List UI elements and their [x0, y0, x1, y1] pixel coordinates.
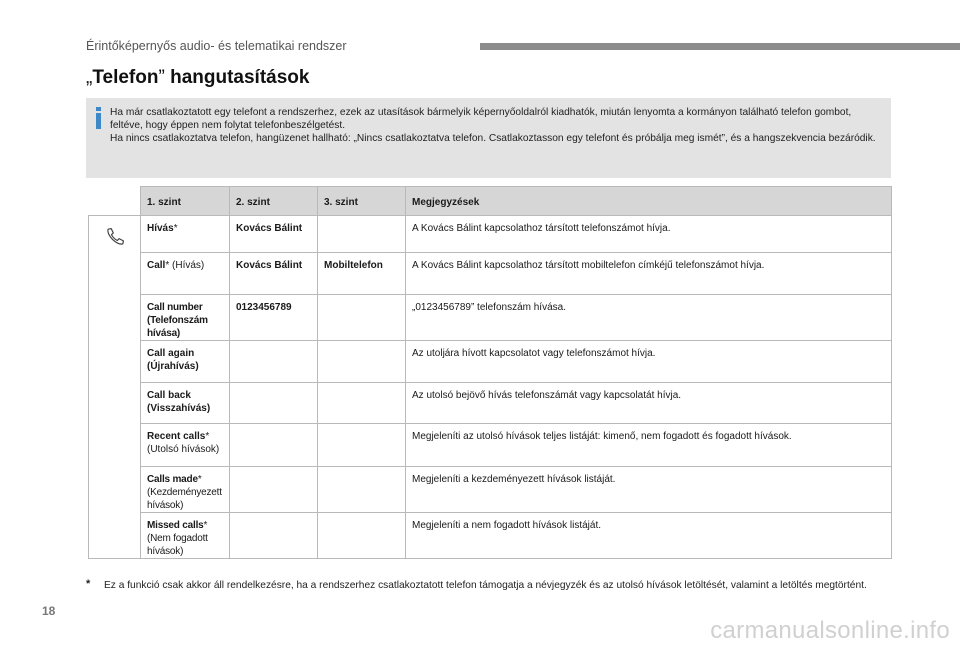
row-5-note: Az utolsó bejövő hívás telefonszámát vagy kapcsolatát hívja. — [406, 383, 892, 424]
table-row — [89, 467, 892, 513]
table-row — [89, 295, 892, 341]
page-number: 18 — [42, 604, 56, 618]
table-row — [89, 513, 892, 559]
voice-commands-table — [88, 186, 892, 559]
footnote-text: Ez a funkció csak akkor áll rendelkezésre, ha a rendszerhez csatlakoztatott telefon támogatja a névjegyzék és az utolsó hívások letöltését, valamint a letöltés megtörtént. — [104, 580, 867, 591]
row-3-level-1: Call number (Telefonszám hívása) — [141, 295, 230, 341]
row-7-level-2 — [230, 467, 318, 513]
row-2-level-2: Kovács Bálint — [230, 253, 318, 295]
row-2-note: A Kovács Bálint kapcsolathoz társított mobiltelefon címkéjű telefonszámot hívja. — [406, 253, 892, 295]
phone-icon — [104, 226, 126, 248]
row-4-level-3 — [318, 341, 406, 383]
row-1-level-1: Hívás* — [141, 216, 230, 253]
row-8-level-3 — [318, 513, 406, 559]
row-4-level-1: Call again (Újrahívás) — [141, 341, 230, 383]
row-6-level-1: Recent calls* (Utolsó hívások) — [141, 424, 230, 467]
table-row — [89, 253, 892, 295]
row-8-note: Megjeleníti a nem fogadott hívások listáját. — [406, 513, 892, 559]
row-3-level-2: 0123456789 — [230, 295, 318, 341]
row-1-level-3 — [318, 216, 406, 253]
info-icon — [96, 107, 101, 129]
row-1-level-2: Kovács Bálint — [230, 216, 318, 253]
table-row — [89, 341, 892, 383]
row-4-level-2 — [230, 341, 318, 383]
close-quote: ” — [158, 67, 165, 88]
info-paragraph-1: Ha már csatlakoztatott egy telefont a rendszerhez, ezek az utasítások bármelyik képernyőoldalról kiadhatók, miután lenyomta a kormányon található telefon gombot, feltéve, hogy éppen nem folytat telefonbeszélgetést. — [110, 107, 852, 132]
table-header-row — [89, 187, 892, 216]
header-bar — [480, 43, 960, 50]
info-box — [86, 98, 891, 178]
header-level-3: 3. szint — [318, 187, 406, 216]
row-1-note: A Kovács Bálint kapcsolathoz társított telefonszámot hívja. — [406, 216, 892, 253]
phone-icon-cell — [89, 216, 141, 559]
row-7-level-3 — [318, 467, 406, 513]
row-8-level-2 — [230, 513, 318, 559]
row-4-note: Az utoljára hívott kapcsolatot vagy telefonszámot hívja. — [406, 341, 892, 383]
section-title-main: Telefon — [92, 67, 159, 88]
row-3-level-3 — [318, 295, 406, 341]
section-title — [86, 67, 309, 89]
footnote — [86, 579, 876, 593]
info-paragraph-2: Ha nincs csatlakoztatva telefon, hangüzenet hallható: „Nincs csatlakoztatva telefon. Csatlakoztasson egy telefont és próbálja meg ismét”, és a hangszekvencia bezáródik. — [110, 133, 876, 145]
row-3-note: „0123456789” telefonszám hívása. — [406, 295, 892, 341]
table-row — [89, 383, 892, 424]
header-level-2: 2. szint — [230, 187, 318, 216]
row-5-level-2 — [230, 383, 318, 424]
footnote-star: * — [86, 578, 91, 590]
row-2-level-3: Mobiltelefon — [318, 253, 406, 295]
row-5-level-3 — [318, 383, 406, 424]
header-notes: Megjegyzések — [406, 187, 892, 216]
row-6-level-3 — [318, 424, 406, 467]
row-6-level-2 — [230, 424, 318, 467]
section-title-rest: hangutasítások — [164, 67, 310, 88]
row-7-note: Megjeleníti a kezdeményezett hívások listáját. — [406, 467, 892, 513]
header-level-1: 1. szint — [141, 187, 230, 216]
row-7-level-1: Calls made* (Kezdeményezett hívások) — [141, 467, 230, 513]
open-quote: „ — [86, 67, 93, 88]
row-6-note: Megjeleníti az utolsó hívások teljes listáját: kimenő, nem fogadott és fogadott hívások. — [406, 424, 892, 467]
document-header-title: Érintőképernyős audio- és telematikai rendszer — [86, 39, 347, 53]
row-8-level-1: Missed calls* (Nem fogadott hívások) — [141, 513, 230, 559]
table-row — [89, 216, 892, 253]
info-text — [110, 106, 880, 146]
watermark: carmanualsonline.info — [710, 617, 950, 644]
table-row — [89, 424, 892, 467]
row-2-level-1: Call* (Hívás) — [141, 253, 230, 295]
row-5-level-1: Call back (Visszahívás) — [141, 383, 230, 424]
header-blank-cell — [89, 187, 141, 216]
